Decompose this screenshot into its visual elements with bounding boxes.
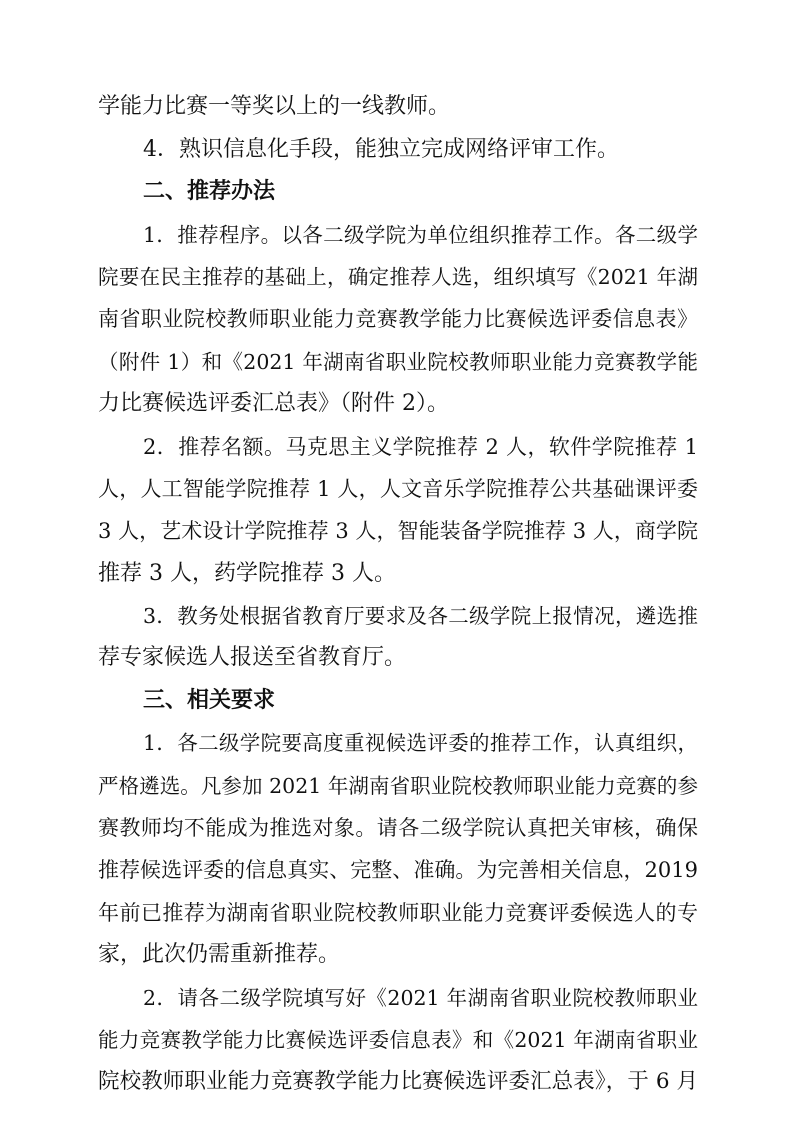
paragraph-line: 3 人，艺术设计学院推荐 3 人，智能装备学院推荐 3 人，商学院 [98, 519, 698, 543]
paragraph-line: 推荐 3 人，药学院推荐 3 人。 [98, 561, 396, 586]
paragraph-line: 院要在民主推荐的基础上，确定推荐人选，组织填写《2021 年湖 [98, 265, 698, 289]
paragraph-line: 南省职业院校教师职业能力竞赛教学能力比赛候选评委信息表》 [98, 307, 698, 331]
paragraph-line: 严格遴选。凡参加 2021 年湖南省职业院校教师职业能力竞赛的参 [98, 774, 698, 798]
paragraph-line: 能力竞赛教学能力比赛候选评委信息表》和《2021 年湖南省职业 [98, 1028, 698, 1052]
paragraph-line: 力比赛候选评委汇总表》（附件 2）。 [98, 391, 449, 416]
section-heading: 二、推荐办法 [143, 179, 276, 204]
paragraph-line: 推荐候选评委的信息真实、完整、准确。为完善相关信息，2019 [98, 858, 698, 882]
paragraph-line: 3．教务处根据省教育厅要求及各二级学院上报情况，遴选推 [143, 604, 698, 628]
paragraph-line: 年前已推荐为湖南省职业院校教师职业能力竞赛评委候选人的专 [98, 901, 698, 925]
paragraph-line: 1．各二级学院要高度重视候选评委的推荐工作，认真组织， [143, 731, 698, 755]
paragraph-line: 家，此次仍需重新推荐。 [98, 942, 341, 967]
paragraph-line: （附件 1）和《2021 年湖南省职业院校教师职业能力竞赛教学能 [98, 350, 698, 374]
paragraph-line: 赛教师均不能成为推选对象。请各二级学院认真把关审核，确保 [98, 816, 698, 840]
paragraph-line: 2．请各二级学院填写好《2021 年湖南省职业院校教师职业 [143, 986, 698, 1010]
paragraph-line: 4．熟识信息化手段，能独立完成网络评审工作。 [143, 137, 619, 162]
paragraph-line: 2．推荐名额。马克思主义学院推荐 2 人，软件学院推荐 1 [143, 435, 698, 459]
paragraph-line: 1．推荐程序。以各二级学院为单位组织推荐工作。各二级学 [143, 223, 698, 247]
paragraph-line: 人，人工智能学院推荐 1 人，人文音乐学院推荐公共基础课评委 [98, 477, 698, 501]
paragraph-line: 学能力比赛一等奖以上的一线教师。 [98, 94, 451, 119]
paragraph-line: 荐专家候选人报送至省教育厅。 [98, 645, 407, 670]
section-heading: 三、相关要求 [143, 688, 276, 713]
paragraph-line: 院校教师职业能力竞赛教学能力比赛候选评委汇总表》，于 6 月 [98, 1069, 698, 1094]
